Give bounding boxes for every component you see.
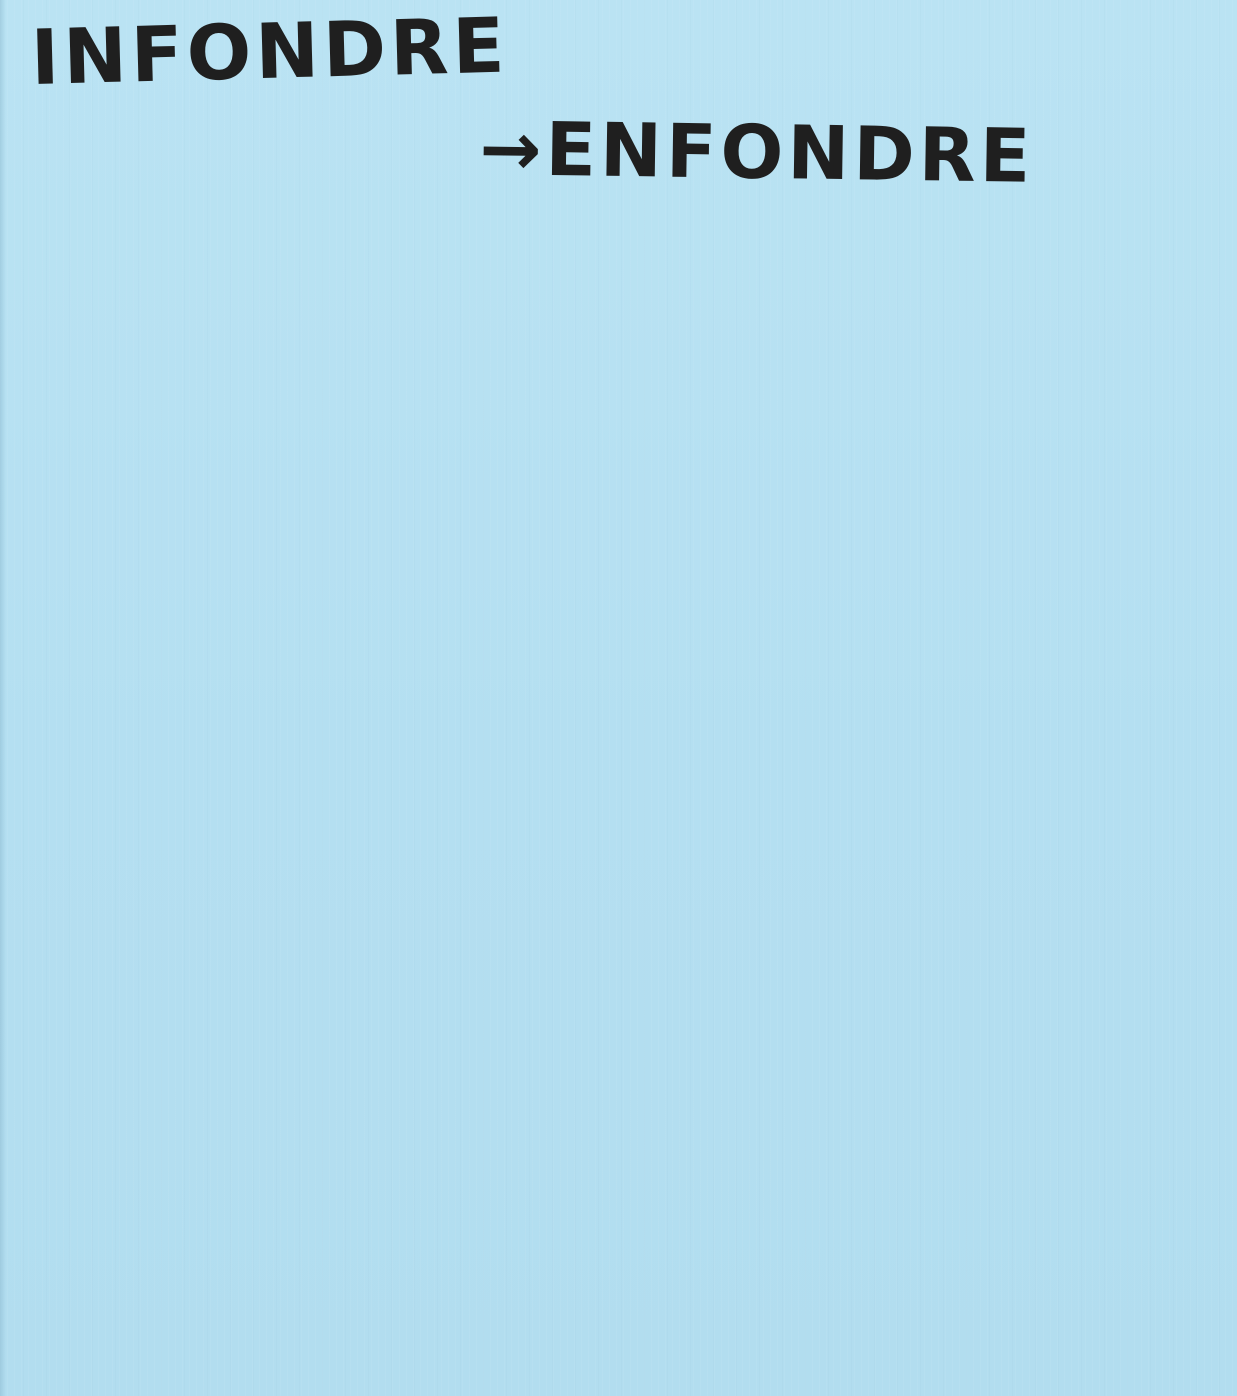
card-edge bbox=[0, 0, 6, 1396]
headword-text: INFONDRE bbox=[29, 0, 510, 102]
correction-text: →ENFONDRE bbox=[478, 106, 1035, 200]
